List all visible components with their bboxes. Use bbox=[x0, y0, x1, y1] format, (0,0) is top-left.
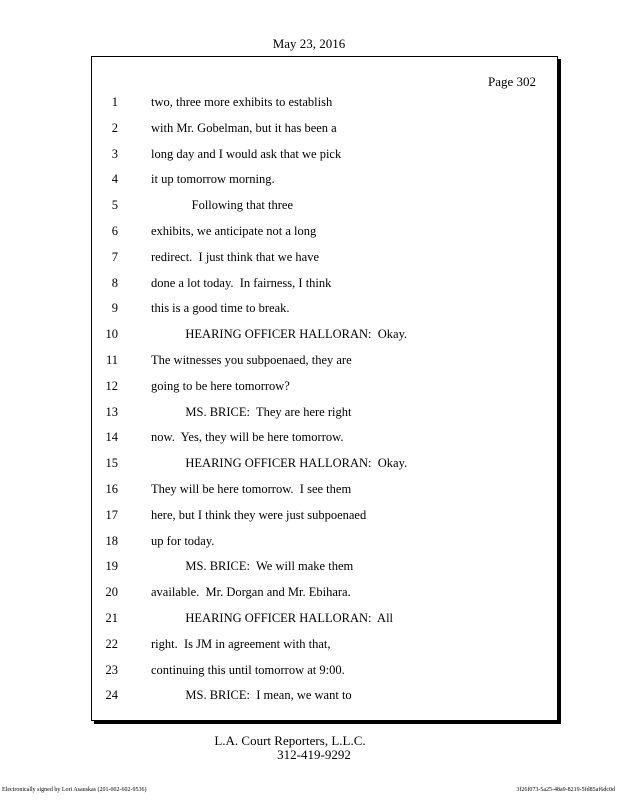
transcript-line bbox=[92, 482, 557, 500]
transcript-line bbox=[92, 430, 557, 448]
line-number: 4 bbox=[111, 172, 118, 187]
line-number: 18 bbox=[105, 533, 118, 548]
transcript-line bbox=[92, 276, 557, 294]
line-text: HEARING OFFICER HALLORAN: Okay. bbox=[151, 327, 408, 342]
line-number: 1 bbox=[111, 95, 118, 109]
line-text: available. Mr. Dorgan and Mr. Ebihara. bbox=[151, 585, 351, 600]
transcript-line bbox=[92, 172, 557, 190]
line-number: 13 bbox=[105, 404, 118, 419]
transcript-line bbox=[92, 147, 557, 165]
line-number: 12 bbox=[105, 378, 118, 393]
line-number: 23 bbox=[105, 662, 118, 677]
page-number: Page 302 bbox=[487, 74, 536, 89]
line-text: with Mr. Gobelman, but it has been a bbox=[151, 120, 337, 135]
line-text: continuing this until tomorrow at 9:00. bbox=[151, 662, 345, 677]
line-text: two, three more exhibits to establish bbox=[151, 95, 333, 109]
line-text: HEARING OFFICER HALLORAN: Okay. bbox=[151, 456, 408, 471]
line-number: 10 bbox=[105, 327, 118, 342]
line-text: Following that three bbox=[151, 198, 293, 213]
transcript-page bbox=[91, 56, 558, 721]
transcript-line bbox=[92, 508, 557, 526]
transcript-line bbox=[92, 663, 557, 681]
line-text: The witnesses you subpoenaed, they are bbox=[151, 353, 352, 367]
line-text: now. Yes, they will be here tomorrow. bbox=[151, 430, 344, 445]
transcript-line bbox=[92, 688, 557, 706]
line-text: HEARING OFFICER HALLORAN: All bbox=[151, 611, 394, 625]
transcript-line bbox=[92, 637, 557, 655]
transcript-line bbox=[92, 353, 557, 371]
transcript-line bbox=[92, 611, 557, 629]
line-text: this is a good time to break. bbox=[151, 301, 290, 316]
line-text: MS. BRICE: I mean, we want to bbox=[151, 688, 352, 703]
transcript-line bbox=[92, 585, 557, 603]
transcript-line bbox=[92, 121, 557, 139]
line-text: MS. BRICE: We will make them bbox=[151, 559, 354, 574]
line-number: 3 bbox=[111, 146, 118, 161]
line-text: going to be here tomorrow? bbox=[151, 378, 290, 393]
line-text: They will be here tomorrow. I see them bbox=[151, 482, 352, 496]
line-text: exhibits, we anticipate not a long bbox=[151, 224, 317, 238]
line-number: 15 bbox=[105, 456, 118, 471]
line-number: 21 bbox=[105, 611, 118, 625]
line-text: it up tomorrow morning. bbox=[151, 172, 275, 187]
line-text: MS. BRICE: They are here right bbox=[151, 404, 352, 419]
transcript-line bbox=[92, 95, 557, 113]
line-number: 19 bbox=[105, 559, 118, 574]
line-number: 22 bbox=[105, 636, 118, 651]
header-date: May 23, 2016 bbox=[272, 36, 346, 51]
electronic-signature: Electronically signed by Lori Asauskas (201-002-602-9536) bbox=[2, 787, 147, 793]
line-number: 9 bbox=[111, 301, 118, 316]
transcript-line bbox=[92, 559, 557, 577]
line-number: 11 bbox=[105, 353, 118, 367]
line-text: done a lot today. In fairness, I think bbox=[151, 275, 332, 290]
line-number: 6 bbox=[111, 224, 118, 238]
transcript-line bbox=[92, 301, 557, 319]
line-number: 16 bbox=[105, 482, 118, 496]
transcript-line bbox=[92, 224, 557, 242]
transcript-line bbox=[92, 327, 557, 345]
transcript-line bbox=[92, 250, 557, 268]
line-text: here, but I think they were just subpoenaed bbox=[151, 507, 367, 522]
transcript-line bbox=[92, 198, 557, 216]
footer-company: L.A. Court Reporters, L.L.C. bbox=[214, 733, 366, 748]
line-text: redirect. I just think that we have bbox=[151, 249, 319, 264]
line-text: up for today. bbox=[151, 533, 215, 548]
line-text: long day and I would ask that we pick bbox=[151, 146, 342, 161]
line-text: right. Is JM in agreement with that, bbox=[151, 636, 331, 651]
line-number: 14 bbox=[105, 430, 118, 445]
line-number: 7 bbox=[111, 249, 118, 264]
transcript-line bbox=[92, 534, 557, 552]
line-number: 2 bbox=[111, 120, 118, 135]
transcript-line bbox=[92, 379, 557, 397]
transcript-line bbox=[92, 405, 557, 423]
document-id: 3f26f073-5a25-48a9-8219-5fd85af6dc0d bbox=[516, 787, 615, 793]
line-number: 5 bbox=[111, 198, 118, 213]
line-number: 17 bbox=[105, 507, 118, 522]
line-number: 20 bbox=[105, 585, 118, 600]
transcript-line bbox=[92, 456, 557, 474]
footer-phone: 312-419-9292 bbox=[277, 747, 351, 762]
line-number: 8 bbox=[111, 275, 118, 290]
line-number: 24 bbox=[105, 688, 118, 703]
